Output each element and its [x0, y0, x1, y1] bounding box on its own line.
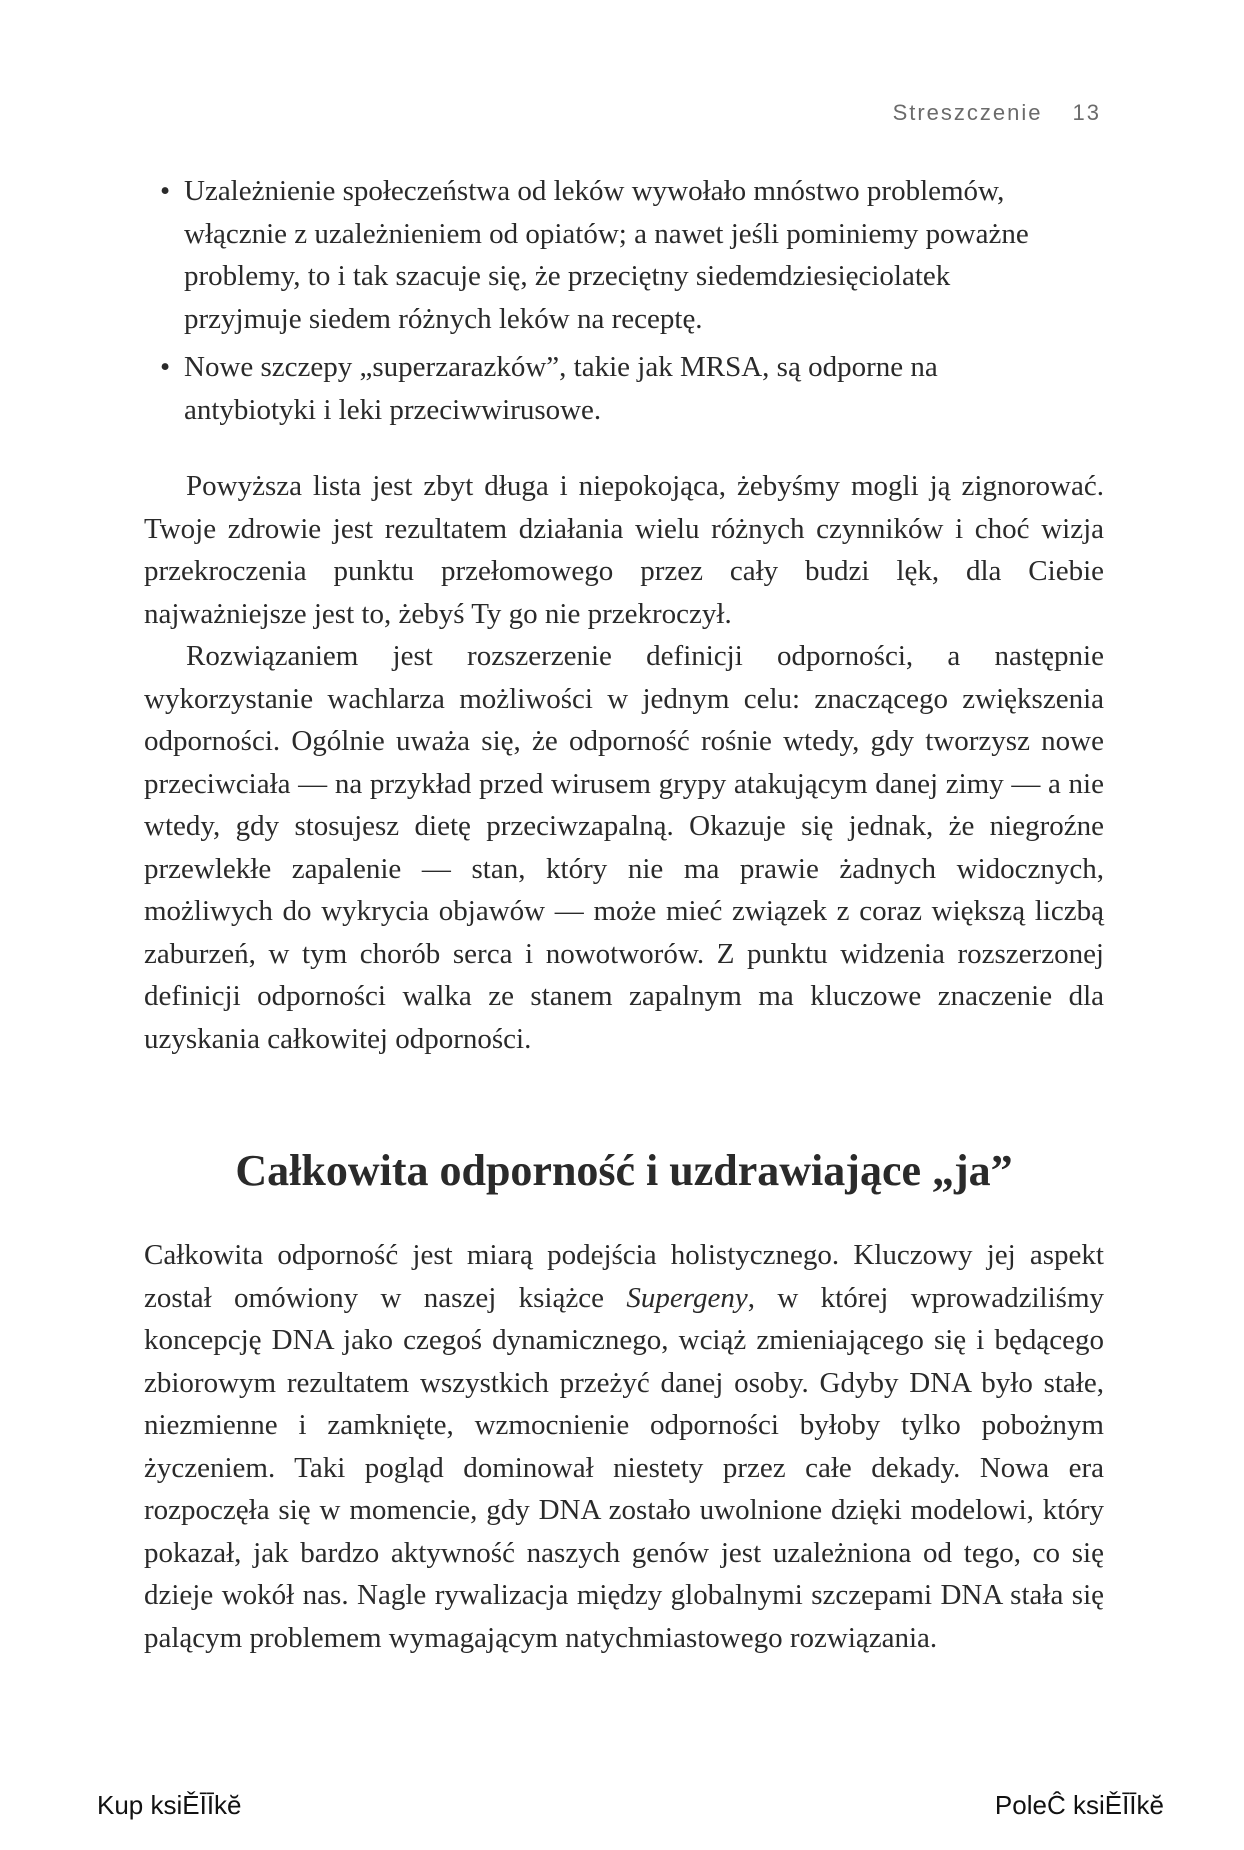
recommend-book-link[interactable]: PoleĈ ksiĚĪĪkĕ — [994, 1790, 1164, 1820]
section-paragraph-text-start: Całkowita odporność jest miarą podejścia holistycznego. Kluczowy jej aspekt został omówiony w naszej książce — [144, 1239, 1104, 1314]
book-title: Supergeny — [626, 1281, 748, 1314]
running-head — [893, 100, 1101, 126]
body-paragraph: Powyższa lista jest zbyt długa i niepokojąca, żebyśmy mogli ją zignorować. Twoje zdrowie jest rezultatem działania wielu różnych czynników i choć wizja przekroczenia punktu przełomowego przez cały budzi lęk, dla Ciebie najważniejsze jest to, żebyś Ty go nie przekroczył. — [144, 470, 1104, 630]
page-body — [144, 170, 1104, 1659]
section-title: Streszczenie — [892, 100, 1043, 125]
buy-book-link[interactable]: Kup ksiĚĪĪkĕ — [97, 1790, 242, 1820]
bullet-item — [160, 170, 1064, 340]
section-paragraph — [144, 1234, 1104, 1659]
bullet-item — [160, 346, 1064, 431]
bullet-text: Nowe szczepy „superzarazków”, takie jak MRSA, są odporne na antybiotyki i leki przeciwwirusowe. — [184, 351, 938, 426]
bullet-list — [144, 170, 1104, 431]
page-number: 13 — [1072, 100, 1101, 125]
bullet-marker: • — [160, 175, 171, 207]
section-heading: Całkowita odporność i uzdrawiające „ja” — [235, 1146, 1013, 1195]
bullet-text: Uzależnienie społeczeństwa od leków wywołało mnóstwo problemów, włącznie z uzależnieniem od opiatów; a nawet jeśli pominiemy poważne problemy, to i tak szacuje się, że przeciętny siedemdziesięciolatek przyjmuje siedem różnych leków na receptę. — [184, 175, 1029, 335]
section-paragraph-text-end: , w której wprowadziliśmy koncepcję DNA jako czegoś dynamicznego, wciąż zmieniającego się i będącego zbiorowym rezultatem wszystkich przeżyć danej osoby. Gdyby DNA było stałe, niezmienne i zamknięte, wzmocnienie odporności byłoby tylko pobożnym życzeniem. Taki pogląd dominował niestety przez całe dekady. Nowa era rozpoczęła się w momencie, gdy DNA zostało uwolnione dzięki modelowi, który pokazał, jak bardzo aktywność naszych genów jest uzależniona od tego, co się dzieje wokół nas. Nagle rywalizacja między globalnymi szczepami DNA stała się palącym problemem wymagającym natychmiastowego rozwiązania. — [144, 1281, 1104, 1654]
bullet-marker: • — [160, 351, 171, 383]
body-paragraph: Rozwiązaniem jest rozszerzenie definicji odporności, a następnie wykorzystanie wachlarza możliwości w jednym celu: znaczącego zwiększenia odporności. Ogólnie uważa się, że odporność rośnie wtedy, gdy tworzysz nowe przeciwciała — na przykład przed wirusem grypy atakującym danej zimy — a nie wtedy, gdy stosujesz dietę przeciwzapalną. Okazuje się jednak, że niegroźne przewlekłe zapalenie — stan, który nie ma prawie żadnych widocznych, możliwych do wykrycia objawów — może mieć związek z coraz większą liczbą zaburzeń, w tym chorób serca i nowotworów. Z punktu widzenia rozszerzonej definicji odporności walka ze stanem zapalnym ma kluczowe znaczenie dla uzyskania całkowitej odporności. — [144, 640, 1104, 1055]
